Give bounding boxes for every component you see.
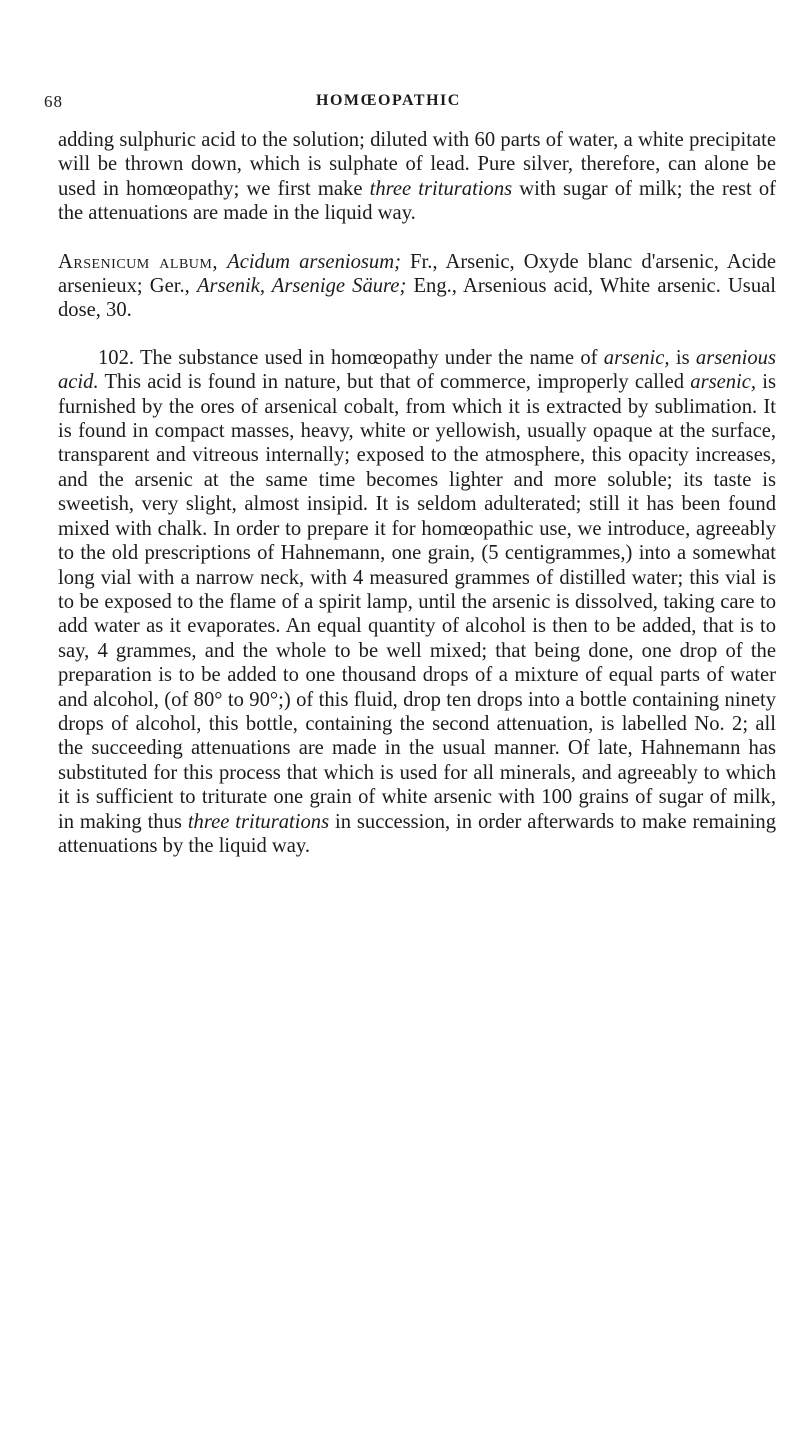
italic-run: three triturations bbox=[369, 177, 513, 200]
french-names: Fr., Arsenic, Oxyde blanc d'arsenic, Acide arsenieux; Ger., bbox=[58, 250, 776, 298]
english-names-and-dose: Eng., Arsenious acid, White arsenic. Usual dose, 30. bbox=[58, 275, 776, 322]
text-run: is furnished by the ores of arsenical cobalt, from which it is extracted by sublimation. It is found in compact masses, heavy, white or yellowish, usually opaque at the surface, transparent and vitreous internally; exposed to the atmosphere, this opacity increases, and the arsenic at the same time becomes lighter and more soluble; its taste is sweetish, very slight, almost insipid. It is seldom adulterated; still it has been found mixed with chalk. In order to prepare it for homœopathic use, we introduce, agreeably to the old prescriptions of Hahnemann, one grain, (5 centigrammes,) into a somewhat long vial with a narrow neck, with 4 measured grammes of distilled water; this vial is to be exposed to the flame of a spirit lamp, until the arsenic is dissolved, taking care to add water as it evaporates. An equal quantity of alcohol is then to be added, that is to say, 4 grammes, and the whole to be well mixed; that being done, one drop of the preparation is to be added to one thousand drops of a mixture of equal parts of water and alcohol, (of 80° to 90°;) of this fluid, drop ten drops into a bottle containing ninety drops of alcohol, this bottle, containing the second attenuation, is labelled No. 2; all the succeeding attenuations are made in the usual manner. Of late, Hahnemann has substituted for this process that which is used for all minerals, and agreeably to which it is sufficient to triturate one grain of white arsenic with 100 grains of sugar of milk, in making thus bbox=[58, 371, 776, 833]
text-run: with sugar of milk; the rest of the attenuations are made in the liquid way. bbox=[58, 177, 776, 225]
arsenicum-entry bbox=[58, 250, 776, 323]
text-run: 102. The substance used in homœopathy under the name of bbox=[98, 346, 604, 369]
italic-run: arsenic, bbox=[603, 346, 670, 369]
remedy-name: Arsenicum album, bbox=[58, 250, 219, 273]
continuation-paragraph bbox=[58, 128, 776, 226]
text-run: This acid is found in nature, but that of commerce, improperly called bbox=[98, 371, 691, 394]
running-head bbox=[44, 92, 776, 128]
german-names: Arsenik, Arsenige Säure; bbox=[196, 275, 407, 298]
italic-run: three triturations bbox=[187, 810, 330, 833]
italic-run: arsenic, bbox=[690, 371, 757, 394]
header-title: HOMŒOPATHIC bbox=[316, 92, 461, 109]
latin-name: Acidum arseniosum; bbox=[227, 250, 401, 273]
text-run: is bbox=[669, 346, 696, 369]
text-run: adding sulphuric acid to the solution; diluted with 60 parts of water, a white precipitate will be thrown down, which is sulphate of lead. Pure silver, therefore, can alone be used in homœopathy; we first make bbox=[58, 129, 776, 200]
italic-run: arsenious acid. bbox=[58, 346, 776, 394]
book-page bbox=[44, 0, 776, 858]
page-number: 68 bbox=[44, 92, 63, 111]
paragraph-102 bbox=[58, 346, 776, 859]
text-run: in succession, in order afterwards to make remaining attenuations by the liquid way. bbox=[58, 810, 776, 857]
